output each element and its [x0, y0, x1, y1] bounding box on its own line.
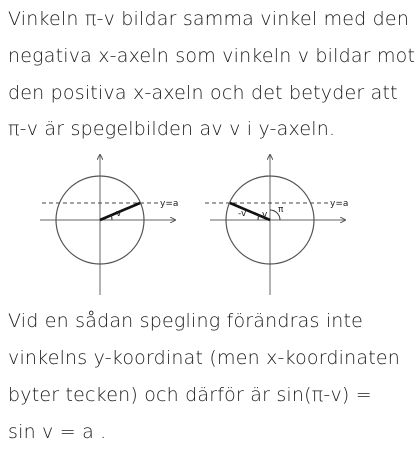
line-label-y-a: y=a: [330, 199, 349, 209]
text-line-6: vinkelns y-koordinat (men x-koordinaten: [8, 347, 401, 369]
angle-label-pi: π: [278, 205, 284, 215]
text-line-7: byter tecken) och därför är sin(π-v) =: [8, 384, 372, 406]
text-line-8: sin v = a .: [8, 421, 107, 443]
angle-label-v: v: [262, 210, 268, 220]
angle-label-v: v: [116, 209, 122, 219]
line-label-y-a: y=a: [160, 199, 179, 209]
unit-circle-svg-v: [30, 150, 200, 300]
unit-circle-figure-v: [30, 150, 200, 300]
text-line-2: negativa x-axeln som vinkeln v bildar mot: [8, 45, 416, 67]
unit-circle-figure-pi-minus-v: [200, 150, 370, 300]
text-line-1: Vinkeln π-v bildar samma vinkel med den: [8, 8, 410, 30]
text-line-4: π-v är spegelbilden av v i y-axeln.: [8, 118, 336, 140]
text-line-3: den positiva x-axeln och det betyder att: [8, 82, 398, 104]
unit-circle-svg-pi-minus-v: [200, 150, 370, 300]
angle-label-minus-v: -v: [238, 209, 247, 219]
text-line-5: Vid en sådan spegling förändras inte: [8, 310, 364, 332]
